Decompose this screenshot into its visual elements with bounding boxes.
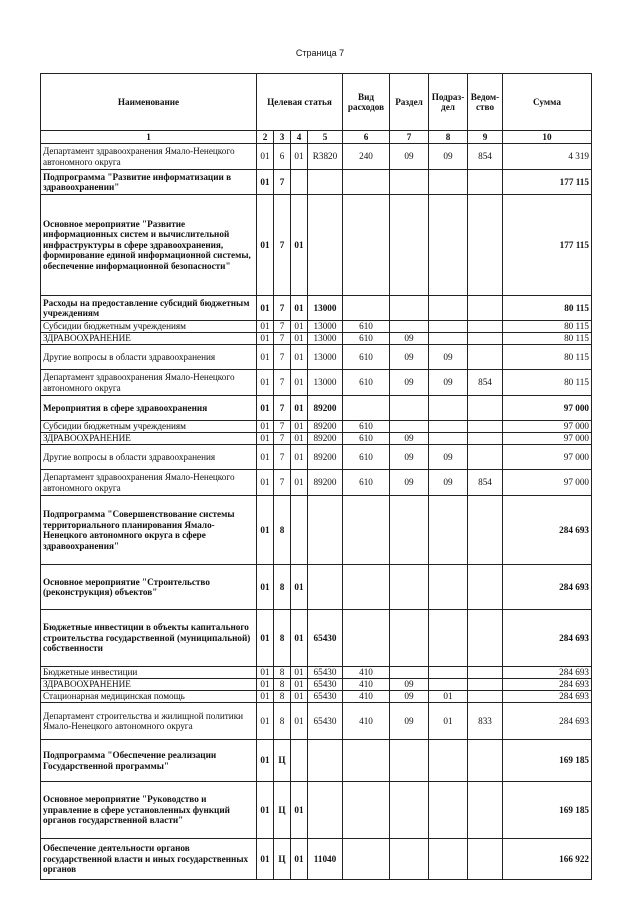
header-department: Ведом-ство	[468, 74, 503, 131]
expense-type-cell: 610	[343, 321, 390, 333]
target-code-4: 11040	[308, 839, 343, 880]
department-cell	[468, 839, 503, 880]
target-code-3: 01	[291, 565, 308, 610]
subsection-cell: 09	[429, 370, 468, 396]
department-cell	[468, 195, 503, 296]
target-code-2: 7	[274, 396, 291, 421]
department-cell: 854	[468, 144, 503, 170]
target-code-1: 01	[257, 396, 274, 421]
row-name: Бюджетные инвестиции в объекты капитального строительства государственной (муниципальной) собственности	[41, 610, 257, 667]
subsection-cell: 01	[429, 691, 468, 703]
table-row	[41, 170, 592, 195]
expense-type-cell	[343, 839, 390, 880]
section-cell	[390, 321, 429, 333]
row-name: Обеспечение деятельности органов государственной власти и иных государственных органов	[41, 839, 257, 880]
target-code-4	[308, 496, 343, 565]
row-name: Основное мероприятие "Руководство и управление в сфере установленных функций органов государственной власти"	[41, 782, 257, 839]
department-cell	[468, 445, 503, 470]
target-code-3: 01	[291, 144, 308, 170]
section-cell: 09	[390, 445, 429, 470]
subsection-cell	[429, 170, 468, 195]
department-cell	[468, 170, 503, 195]
target-code-4: 65430	[308, 679, 343, 691]
amount-cell: 284 693	[503, 691, 592, 703]
table-row	[41, 195, 592, 296]
target-code-2: 8	[274, 703, 291, 740]
department-cell	[468, 321, 503, 333]
row-name: Департамент здравоохранения Ямало-Ненецкого автономного округа	[41, 370, 257, 396]
department-cell	[468, 345, 503, 370]
target-code-1: 01	[257, 496, 274, 565]
row-name: Субсидии бюджетным учреждениям	[41, 321, 257, 333]
section-cell	[390, 421, 429, 433]
target-code-2: 7	[274, 170, 291, 195]
target-code-1: 01	[257, 565, 274, 610]
subsection-cell: 09	[429, 445, 468, 470]
amount-cell: 4 319	[503, 144, 592, 170]
amount-cell: 80 115	[503, 345, 592, 370]
row-name: ЗДРАВООХРАНЕНИЕ	[41, 333, 257, 345]
target-code-2: 7	[274, 421, 291, 433]
target-code-3: 01	[291, 345, 308, 370]
target-code-3: 01	[291, 195, 308, 296]
expense-type-cell	[343, 396, 390, 421]
table-row	[41, 421, 592, 433]
expense-type-cell: 410	[343, 703, 390, 740]
section-cell: 09	[390, 433, 429, 445]
department-cell	[468, 396, 503, 421]
table-row	[41, 782, 592, 839]
target-code-3: 01	[291, 703, 308, 740]
target-code-2: 7	[274, 333, 291, 345]
column-number: 10	[503, 131, 592, 144]
target-code-1: 01	[257, 333, 274, 345]
subsection-cell: 09	[429, 345, 468, 370]
target-code-1: 01	[257, 345, 274, 370]
section-cell	[390, 740, 429, 782]
section-cell: 09	[390, 679, 429, 691]
subsection-cell	[429, 421, 468, 433]
target-code-2: 7	[274, 321, 291, 333]
target-code-1: 01	[257, 321, 274, 333]
target-code-1: 01	[257, 691, 274, 703]
table-row	[41, 321, 592, 333]
section-cell	[390, 839, 429, 880]
target-code-1: 01	[257, 296, 274, 321]
table-row	[41, 839, 592, 880]
amount-cell: 284 693	[503, 496, 592, 565]
table-row	[41, 445, 592, 470]
expense-type-cell: 610	[343, 433, 390, 445]
amount-cell: 284 693	[503, 679, 592, 691]
table-row	[41, 679, 592, 691]
target-code-3: 01	[291, 691, 308, 703]
section-cell	[390, 296, 429, 321]
target-code-2: 7	[274, 433, 291, 445]
target-code-1: 01	[257, 679, 274, 691]
section-cell: 09	[390, 333, 429, 345]
column-number: 9	[468, 131, 503, 144]
amount-cell: 97 000	[503, 433, 592, 445]
target-code-3: 01	[291, 679, 308, 691]
target-code-4: 89200	[308, 433, 343, 445]
target-code-1: 01	[257, 370, 274, 396]
amount-cell: 80 115	[503, 333, 592, 345]
column-number: 7	[390, 131, 429, 144]
table-row	[41, 296, 592, 321]
expense-type-cell	[343, 565, 390, 610]
expense-type-cell: 610	[343, 333, 390, 345]
target-code-3: 01	[291, 839, 308, 880]
target-code-4: 13000	[308, 321, 343, 333]
target-code-1: 01	[257, 170, 274, 195]
target-code-3: 01	[291, 782, 308, 839]
target-code-4: 89200	[308, 445, 343, 470]
expense-type-cell	[343, 740, 390, 782]
target-code-3	[291, 496, 308, 565]
column-number: 5	[308, 131, 343, 144]
subsection-cell	[429, 839, 468, 880]
column-number-row	[41, 131, 592, 144]
subsection-cell: 09	[429, 144, 468, 170]
target-code-4: 13000	[308, 370, 343, 396]
header-amount: Сумма	[503, 74, 592, 131]
target-code-4	[308, 170, 343, 195]
target-code-1: 01	[257, 421, 274, 433]
row-name: Субсидии бюджетным учреждениям	[41, 421, 257, 433]
subsection-cell: 01	[429, 703, 468, 740]
expense-type-cell: 410	[343, 667, 390, 679]
target-code-3: 01	[291, 610, 308, 667]
target-code-1: 01	[257, 839, 274, 880]
target-code-2: 8	[274, 565, 291, 610]
table-row	[41, 470, 592, 496]
target-code-4: 13000	[308, 296, 343, 321]
section-cell: 09	[390, 144, 429, 170]
target-code-3: 01	[291, 470, 308, 496]
section-cell	[390, 565, 429, 610]
subsection-cell: 09	[429, 470, 468, 496]
header-target: Целевая статья	[257, 74, 343, 131]
amount-cell: 284 693	[503, 565, 592, 610]
target-code-3: 01	[291, 433, 308, 445]
row-name: Подпрограмма "Совершенствование системы территориального планирования Ямало-Ненецкого автономного округа в сфере здравоохранения"	[41, 496, 257, 565]
department-cell	[468, 740, 503, 782]
target-code-4	[308, 782, 343, 839]
target-code-2: 7	[274, 195, 291, 296]
target-code-3: 01	[291, 321, 308, 333]
subsection-cell	[429, 333, 468, 345]
section-cell: 09	[390, 345, 429, 370]
table-row	[41, 565, 592, 610]
subsection-cell	[429, 396, 468, 421]
department-cell	[468, 782, 503, 839]
target-code-4: 89200	[308, 396, 343, 421]
target-code-2: 7	[274, 345, 291, 370]
target-code-3	[291, 740, 308, 782]
expense-type-cell: 240	[343, 144, 390, 170]
expense-type-cell: 610	[343, 445, 390, 470]
target-code-4: 13000	[308, 345, 343, 370]
department-cell	[468, 679, 503, 691]
table-row	[41, 496, 592, 565]
expense-type-cell: 610	[343, 345, 390, 370]
table-row	[41, 396, 592, 421]
row-name: Подпрограмма "Обеспечение реализации Государственной программы"	[41, 740, 257, 782]
header-section: Раздел	[390, 74, 429, 131]
target-code-3: 01	[291, 445, 308, 470]
target-code-4: 65430	[308, 691, 343, 703]
row-name: Департамент здравоохранения Ямало-Ненецкого автономного округа	[41, 144, 257, 170]
target-code-4: 65430	[308, 610, 343, 667]
subsection-cell	[429, 667, 468, 679]
target-code-1: 01	[257, 782, 274, 839]
target-code-2: Ц	[274, 782, 291, 839]
table-row	[41, 144, 592, 170]
amount-cell: 97 000	[503, 421, 592, 433]
table-row	[41, 703, 592, 740]
section-cell: 09	[390, 370, 429, 396]
table-row	[41, 370, 592, 396]
subsection-cell	[429, 740, 468, 782]
table-row	[41, 433, 592, 445]
target-code-4: R3820	[308, 144, 343, 170]
target-code-2: 7	[274, 445, 291, 470]
subsection-cell	[429, 782, 468, 839]
amount-cell: 284 693	[503, 610, 592, 667]
header-name: Наименование	[41, 74, 257, 131]
section-cell	[390, 195, 429, 296]
subsection-cell	[429, 433, 468, 445]
section-cell	[390, 396, 429, 421]
amount-cell: 169 185	[503, 740, 592, 782]
section-cell	[390, 170, 429, 195]
target-code-2: 8	[274, 691, 291, 703]
target-code-2: 7	[274, 470, 291, 496]
target-code-4: 89200	[308, 421, 343, 433]
department-cell	[468, 565, 503, 610]
target-code-4	[308, 565, 343, 610]
target-code-4	[308, 195, 343, 296]
target-code-3: 01	[291, 667, 308, 679]
row-name: Другие вопросы в области здравоохранения	[41, 445, 257, 470]
amount-cell: 177 115	[503, 170, 592, 195]
target-code-1: 01	[257, 667, 274, 679]
department-cell: 854	[468, 370, 503, 396]
expense-type-cell	[343, 496, 390, 565]
row-name: Мероприятия в сфере здравоохранения	[41, 396, 257, 421]
target-code-2: 8	[274, 679, 291, 691]
row-name: Основное мероприятие "Развитие информационных систем и вычислительной инфраструктуры в сфере здравоохранения, формирование единой информационной системы, обеспечение информационной безопасности"	[41, 195, 257, 296]
section-cell	[390, 782, 429, 839]
column-number: 4	[291, 131, 308, 144]
target-code-4	[308, 740, 343, 782]
target-code-3: 01	[291, 370, 308, 396]
subsection-cell	[429, 296, 468, 321]
target-code-1: 01	[257, 144, 274, 170]
amount-cell: 284 693	[503, 667, 592, 679]
target-code-1: 01	[257, 433, 274, 445]
target-code-3: 01	[291, 333, 308, 345]
table-row	[41, 667, 592, 679]
target-code-4: 65430	[308, 667, 343, 679]
column-number: 2	[257, 131, 274, 144]
subsection-cell	[429, 195, 468, 296]
department-cell	[468, 691, 503, 703]
amount-cell: 166 922	[503, 839, 592, 880]
target-code-4: 65430	[308, 703, 343, 740]
table-row	[41, 610, 592, 667]
subsection-cell	[429, 610, 468, 667]
amount-cell: 177 115	[503, 195, 592, 296]
column-number: 1	[41, 131, 257, 144]
row-name: ЗДРАВООХРАНЕНИЕ	[41, 433, 257, 445]
row-name: Другие вопросы в области здравоохранения	[41, 345, 257, 370]
target-code-1: 01	[257, 703, 274, 740]
section-cell	[390, 496, 429, 565]
target-code-1: 01	[257, 445, 274, 470]
target-code-1: 01	[257, 195, 274, 296]
subsection-cell	[429, 321, 468, 333]
amount-cell: 169 185	[503, 782, 592, 839]
department-cell: 854	[468, 470, 503, 496]
row-name: Подпрограмма "Развитие информатизации в здравоохранении"	[41, 170, 257, 195]
amount-cell: 80 115	[503, 321, 592, 333]
table-row	[41, 740, 592, 782]
section-cell: 09	[390, 470, 429, 496]
column-number: 6	[343, 131, 390, 144]
target-code-1: 01	[257, 470, 274, 496]
subsection-cell	[429, 496, 468, 565]
amount-cell: 80 115	[503, 370, 592, 396]
amount-cell: 97 000	[503, 396, 592, 421]
department-cell	[468, 333, 503, 345]
header-expense-type: Вид расходов	[343, 74, 390, 131]
amount-cell: 97 000	[503, 445, 592, 470]
section-cell: 09	[390, 691, 429, 703]
section-cell	[390, 610, 429, 667]
header-subsection: Подраз-дел	[429, 74, 468, 131]
row-name: Бюджетные инвестиции	[41, 667, 257, 679]
row-name: Расходы на предоставление субсидий бюджетным учреждениям	[41, 296, 257, 321]
target-code-1: 01	[257, 740, 274, 782]
target-code-2: 8	[274, 610, 291, 667]
column-number: 3	[274, 131, 291, 144]
expense-type-cell: 610	[343, 470, 390, 496]
expense-type-cell: 610	[343, 421, 390, 433]
budget-table	[40, 73, 592, 880]
amount-cell: 284 693	[503, 703, 592, 740]
table-header	[41, 74, 592, 144]
target-code-4: 89200	[308, 470, 343, 496]
department-cell	[468, 421, 503, 433]
row-name: Основное мероприятие "Строительство (реконструкция) объектов"	[41, 565, 257, 610]
expense-type-cell: 610	[343, 370, 390, 396]
section-cell: 09	[390, 703, 429, 740]
amount-cell: 80 115	[503, 296, 592, 321]
target-code-2: 6	[274, 144, 291, 170]
column-number: 8	[429, 131, 468, 144]
row-name: Стационарная медицинская помощь	[41, 691, 257, 703]
department-cell	[468, 610, 503, 667]
expense-type-cell: 410	[343, 691, 390, 703]
target-code-2: Ц	[274, 839, 291, 880]
amount-cell: 97 000	[503, 470, 592, 496]
expense-type-cell	[343, 296, 390, 321]
table-row	[41, 691, 592, 703]
target-code-2: 7	[274, 370, 291, 396]
target-code-3	[291, 170, 308, 195]
table-row	[41, 345, 592, 370]
target-code-3: 01	[291, 421, 308, 433]
expense-type-cell: 410	[343, 679, 390, 691]
table-body	[41, 144, 592, 880]
department-cell	[468, 433, 503, 445]
target-code-2: Ц	[274, 740, 291, 782]
target-code-2: 8	[274, 667, 291, 679]
subsection-cell	[429, 679, 468, 691]
target-code-2: 8	[274, 496, 291, 565]
row-name: ЗДРАВООХРАНЕНИЕ	[41, 679, 257, 691]
target-code-3: 01	[291, 296, 308, 321]
table-row	[41, 333, 592, 345]
section-cell	[390, 667, 429, 679]
department-cell	[468, 667, 503, 679]
expense-type-cell	[343, 195, 390, 296]
department-cell	[468, 496, 503, 565]
target-code-1: 01	[257, 610, 274, 667]
expense-type-cell	[343, 170, 390, 195]
subsection-cell	[429, 565, 468, 610]
expense-type-cell	[343, 782, 390, 839]
department-cell: 833	[468, 703, 503, 740]
expense-type-cell	[343, 610, 390, 667]
target-code-4: 13000	[308, 333, 343, 345]
row-name: Департамент строительства и жилищной политики Ямало-Ненецкого автономного округа	[41, 703, 257, 740]
page-number: Страница 7	[295, 48, 345, 58]
target-code-3: 01	[291, 396, 308, 421]
row-name: Департамент здравоохранения Ямало-Ненецкого автономного округа	[41, 470, 257, 496]
department-cell	[468, 296, 503, 321]
target-code-2: 7	[274, 296, 291, 321]
